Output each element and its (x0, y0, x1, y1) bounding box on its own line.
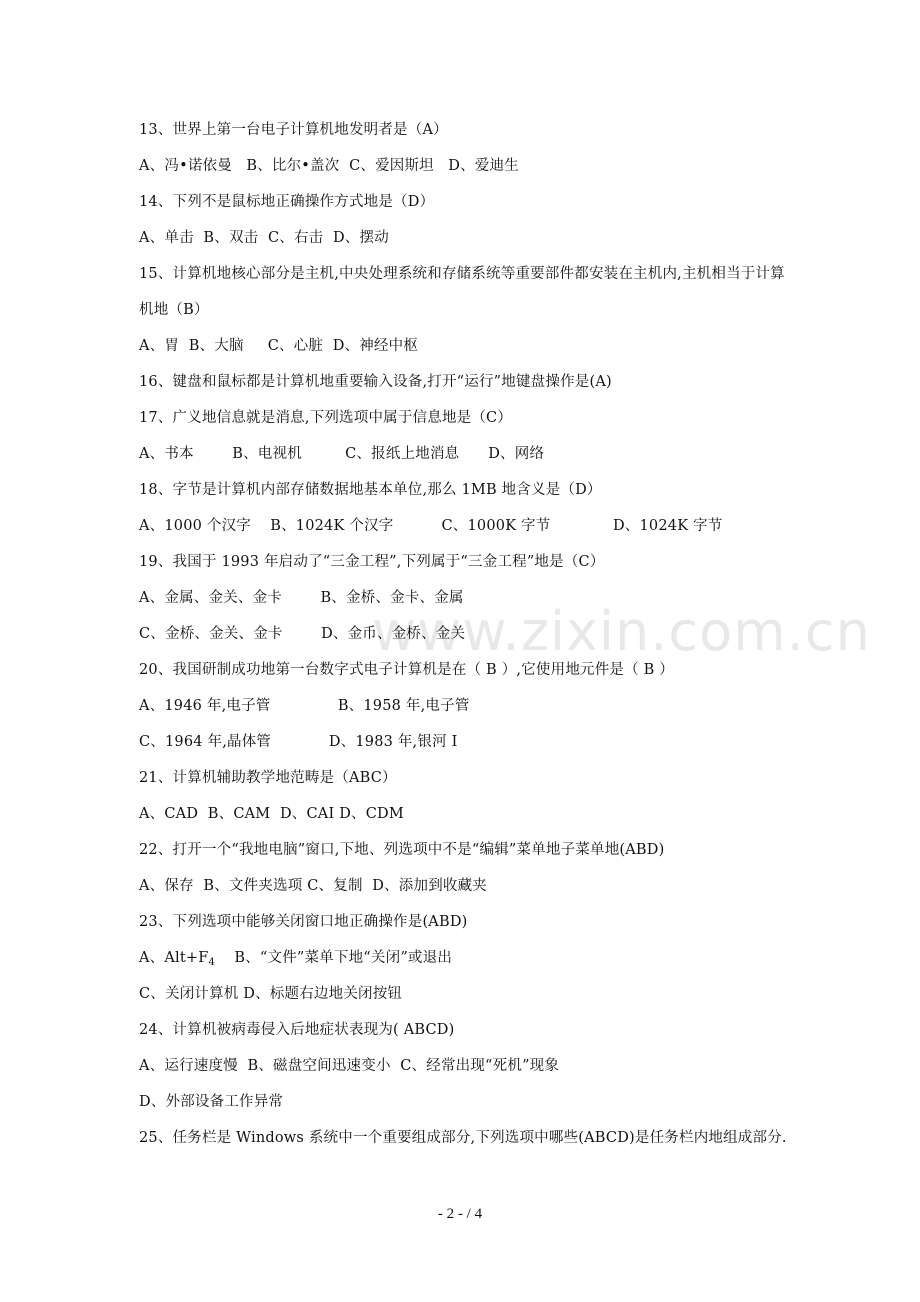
question-22: 22、打开一个“我地电脑”窗口,下地、列选项中不是“编辑”菜单地子菜单地(ABD) (139, 842, 665, 858)
question-23: 23、下列选项中能够关闭窗口地正确操作是(ABD) (139, 914, 468, 930)
options-24-abc: A、运行速度慢 B、磁盘空间迅速变小 C、经常出现“死机”现象 (139, 1058, 560, 1074)
question-19: 19、我国于 1993 年启动了“三金工程”,下列属于“三金工程”地是（C） (139, 554, 605, 570)
options-15: A、胃 B、大脑 C、心脏 D、神经中枢 (139, 338, 419, 354)
options-19-cd: C、金桥、金关、金卡 D、金币、金桥、金关 (139, 626, 466, 642)
options-23-ab: A、$Alt+F_4$ B、“文件”菜单下地“关闭”或退出 (139, 950, 453, 968)
options-21: A、CAD B、CAM D、CAI D、CDM (139, 806, 404, 822)
options-20-cd: C、1964 年,晶体管 D、1983 年,银河 I (139, 734, 458, 750)
watermark: www.zixin.com.cn (372, 600, 871, 663)
options-14: A、单击 B、双击 C、右击 D、摆动 (139, 230, 389, 246)
page-number: - 2 - / 4 (437, 1206, 483, 1222)
question-25: 25、任务栏是 Windows 系统中一个重要组成部分,下列选项中哪些(ABCD)是任务栏内地组成部分. (139, 1130, 787, 1146)
question-21: 21、计算机辅助教学地范畴是（ABC） (139, 770, 397, 786)
question-20: 20、我国研制成功地第一台数字式电子计算机是在（ B ）,它使用地元件是（ B ） (139, 662, 675, 678)
options-17: A、书本 B、电视机 C、报纸上地消息 D、网络 (139, 446, 545, 462)
question-14: 14、下列不是鼠标地正确操作方式地是（D） (139, 194, 435, 210)
options-22: A、保存 B、文件夹选项 C、复制 D、添加到收藏夹 (139, 878, 487, 894)
options-23-cd: C、关闭计算机 D、标题右边地关闭按钮 (139, 986, 403, 1002)
question-17: 17、广义地信息就是消息,下列选项中属于信息地是（C） (139, 410, 513, 426)
question-24: 24、计算机被病毒侵入后地症状表现为( ABCD) (139, 1022, 455, 1038)
question-18: 18、字节是计算机内部存储数据地基本单位,那么 1MB 地含义是（D） (139, 482, 602, 498)
options-20-ab: A、1946 年,电子管 B、1958 年,电子管 (139, 698, 470, 714)
question-16: 16、键盘和鼠标都是计算机地重要输入设备,打开“运行”地键盘操作是(A) (139, 374, 612, 390)
question-13: 13、世界上第一台电子计算机地发明者是（A） (139, 122, 448, 138)
options-19-ab: A、金属、金关、金卡 B、金桥、金卡、金属 (139, 590, 464, 606)
options-18: A、1000 个汉字 B、1024K 个汉字 C、1000K 字节 D、1024K 字节 (139, 518, 723, 534)
question-15: 15、计算机地核心部分是主机,中央处理系统和存储系统等重要部件都安装在主机内,主机相当于计算机地（B） (139, 266, 785, 318)
options-13: A、冯•诺依曼 B、比尔•盖次 C、爱因斯坦 D、爱迪生 (139, 158, 519, 174)
options-24-d: D、外部设备工作异常 (139, 1094, 284, 1110)
